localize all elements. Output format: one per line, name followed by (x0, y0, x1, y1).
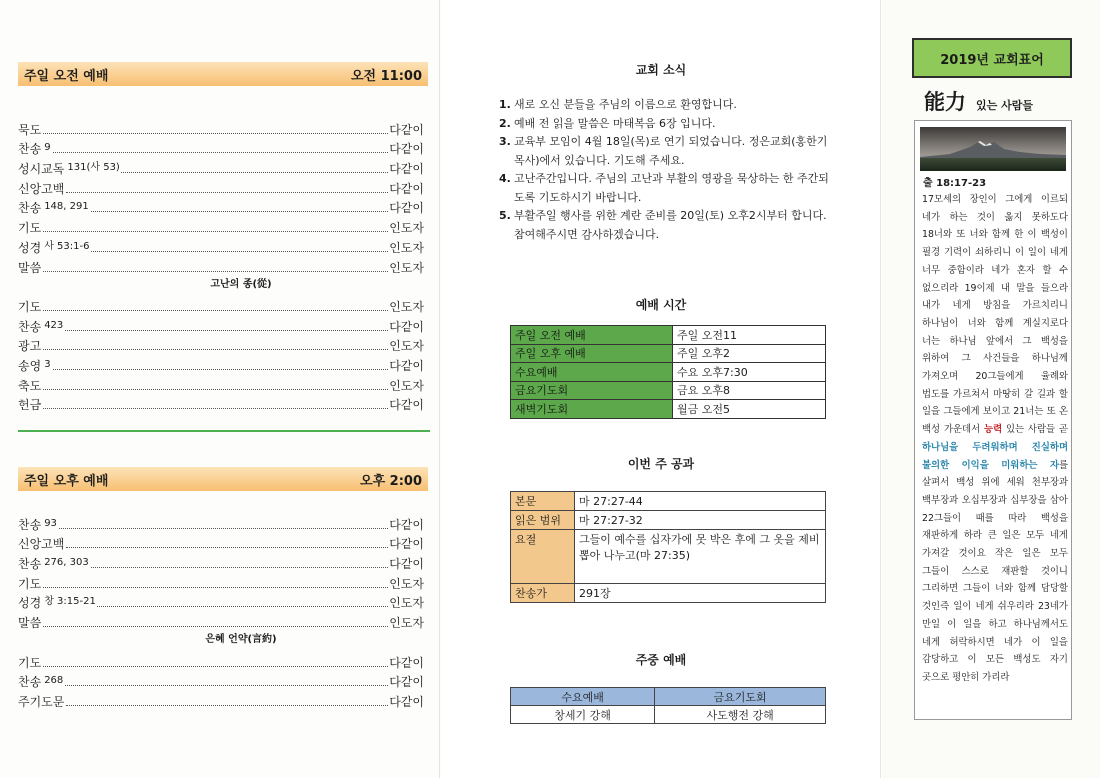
lesson-value: 291장 (575, 584, 826, 603)
dotted-leader (43, 399, 388, 409)
lesson-value: 그들이 예수를 십자가에 못 박은 후에 그 옷을 제비 뽑아 나누고(마 27:35) (575, 530, 826, 584)
dotted-leader (43, 676, 388, 686)
order-role: 인도자 (389, 260, 424, 275)
order-row (18, 670, 424, 690)
dotted-leader (43, 340, 388, 350)
worship-time-row (511, 363, 826, 382)
mountain-landscape-image (920, 127, 1066, 171)
verse-highlight-blue: 하나님을 두려워하며 진실하며 불의한 이익을 미워하는 자 (922, 441, 1068, 471)
order-row (18, 176, 424, 196)
news-text: 부활주일 행사를 위한 계란 준비를 20일(토) 오후2시부터 합니다. 참여해주시면 감사하겠습니다. (514, 209, 827, 241)
dotted-leader (66, 183, 388, 193)
worship-times-table (510, 325, 826, 419)
order-role: 다같이 (389, 162, 424, 177)
order-note: 268 (44, 675, 64, 687)
order-role: 다같이 (389, 675, 424, 690)
order-row (18, 551, 424, 571)
midweek-value-friday: 사도행전 강해 (655, 706, 826, 724)
order-role: 다같이 (389, 398, 424, 413)
order-row (18, 532, 424, 552)
verse-reference: 출 18:17-23 (923, 178, 987, 189)
order-item: 주기도문 (18, 694, 65, 709)
order-item: 송영 (18, 358, 42, 373)
lesson-value: 마 27:27-32 (575, 511, 826, 530)
dotted-leader (43, 558, 388, 568)
evening-service-header (18, 467, 428, 491)
news-number: 1. (499, 98, 511, 111)
order-role: 다같이 (389, 181, 424, 196)
news-number: 3. (499, 135, 511, 148)
dotted-leader (66, 538, 388, 548)
order-role: 인도자 (389, 221, 424, 236)
dotted-leader (43, 380, 388, 390)
order-item: 찬송 (18, 517, 42, 532)
order-row (18, 196, 424, 216)
order-row (18, 353, 424, 373)
order-note: 3 (44, 358, 51, 370)
order-item: 성시교독 (18, 162, 65, 177)
order-row (18, 314, 424, 334)
order-note: 93 (44, 517, 57, 529)
worship-time-row (511, 400, 826, 419)
verse-highlight-red: 능력 (984, 424, 1003, 436)
dotted-leader (43, 202, 388, 212)
verse-text (922, 191, 1068, 687)
news-text: 예배 전 읽을 말씀은 마태복음 6장 입니다. (514, 116, 716, 130)
motto-box: 2019년 교회표어 (912, 38, 1072, 78)
midweek-table (510, 687, 826, 724)
lesson-value: 마 27:27-44 (575, 492, 826, 511)
verse-text-part: 17모세의 장인이 그에게 이르되 네가 하는 것이 옳지 못하도다 18너와 또 너와 함께 한 이 백성이 필경 기력이 쇠하리니 이 일이 네게 너무 중함이라 네가 혼자 할 수 없으리라 19이제 내 말을 들으라 내가 네게 방침을 가르치리니 하나님이 너와 함께 계실지로다 너는 하나님 앞에서 그 백성을 위하여 그 사건들을 하나님께 가져오며 20그들에게 율례와 법도를 가르쳐서 마땅히 갈 길과 할 일을 그들에게 보이고 21너는 또 온 백성 가운데서 (922, 194, 1068, 436)
order-note: 9 (44, 142, 51, 154)
dotted-leader (43, 242, 388, 252)
motto-word: 能力 (924, 89, 966, 114)
morning-service-time: 오전 11:00 (350, 68, 422, 84)
order-item: 찬송 (18, 201, 42, 216)
news-list (499, 96, 839, 244)
order-row (18, 156, 424, 176)
lesson-row (511, 511, 826, 530)
dotted-leader (43, 360, 388, 370)
order-item: 말씀 (18, 616, 42, 631)
worship-time: 금요 오후8 (673, 381, 826, 400)
order-row (18, 650, 424, 670)
order-row (18, 591, 424, 611)
lesson-row (511, 584, 826, 603)
order-row (18, 512, 424, 532)
order-role: 다같이 (389, 517, 424, 532)
order-role: 인도자 (389, 299, 424, 314)
order-item: 성경 (18, 240, 42, 255)
order-item: 찬송 (18, 319, 42, 334)
sermon-title: 은혜 언약(言約) (205, 634, 277, 646)
worship-time-row (511, 344, 826, 363)
order-role: 다같이 (389, 319, 424, 334)
worship-name: 새벽기도회 (511, 400, 673, 419)
news-number: 4. (499, 172, 511, 185)
order-row (18, 610, 424, 630)
order-item: 말씀 (18, 260, 42, 275)
order-row (18, 294, 424, 314)
midweek-title: 주중 예배 (635, 653, 687, 667)
order-row (18, 689, 424, 709)
dotted-leader (43, 301, 388, 311)
worship-name: 주일 오전 예배 (511, 326, 673, 345)
evening-order-list (18, 512, 424, 709)
motto-line (924, 86, 1033, 116)
order-item: 기도 (18, 576, 42, 591)
order-role: 다같이 (389, 694, 424, 709)
order-role: 다같이 (389, 142, 424, 157)
news-item (499, 115, 839, 134)
lesson-label: 본문 (511, 492, 575, 511)
worship-time: 주일 오전11 (673, 326, 826, 345)
news-item (499, 133, 839, 170)
midweek-value-wednesday: 창세기 강해 (511, 706, 655, 724)
order-item: 기도 (18, 299, 42, 314)
news-item (499, 96, 839, 115)
order-note: 사 53:1-6 (44, 240, 90, 252)
dotted-leader (43, 578, 388, 588)
morning-order-list (18, 117, 424, 412)
dotted-leader (43, 321, 388, 331)
dotted-leader (43, 124, 388, 134)
worship-time: 주일 오후2 (673, 344, 826, 363)
order-role: 다같이 (389, 557, 424, 572)
lesson-label: 찬송가 (511, 584, 575, 603)
dotted-leader (43, 597, 388, 607)
dotted-leader (43, 519, 388, 529)
order-note: 창 3:15-21 (44, 596, 96, 608)
verse-box (914, 120, 1072, 720)
evening-service-time: 오후 2:00 (360, 473, 422, 489)
order-item: 묵도 (18, 122, 42, 137)
section-divider (18, 430, 430, 432)
dotted-leader (66, 163, 388, 173)
order-row (18, 215, 424, 235)
evening-service-title: 주일 오후 예배 (24, 473, 109, 489)
worship-time: 월금 오전5 (673, 400, 826, 419)
order-role: 다같이 (389, 201, 424, 216)
order-row (18, 117, 424, 137)
order-role: 인도자 (389, 240, 424, 255)
order-item: 신앙고백 (18, 181, 65, 196)
order-note: 131(사 53) (67, 162, 120, 174)
midweek-header-wednesday: 수요예배 (511, 688, 655, 706)
order-note: 423 (44, 319, 64, 331)
news-title: 교회 소식 (635, 63, 687, 77)
order-note: 148, 291 (44, 201, 89, 213)
order-role: 인도자 (389, 378, 424, 393)
dotted-leader (66, 696, 388, 706)
order-note: 276, 303 (44, 557, 89, 569)
order-row (18, 235, 424, 255)
dotted-leader (43, 617, 388, 627)
news-text: 교육부 모임이 4월 18일(목)로 연기 되었습니다. 정은교회(홍한기 목사)에서 있습니다. 기도해 주세요. (514, 135, 828, 167)
verse-text-part: 를 살펴서 백성 위에 세워 천부장과 백부장과 오십부장과 십부장을 삼아 22그들이 때를 따라 백성을 재판하게 하라 큰 일은 모두 네게 가져갈 것이요 작은 일은 모두 그들이 스스로 재판할 것이니 그리하면 그들이 너와 함께 담당할 것인즉 일이 네게 쉬우리라 23네가 만일 이 일을 하고 하나님께서도 네게 허락하시면 네가 이 일을 감당하고 이 모든 백성도 자기 곳으로 평안히 가리라 (922, 459, 1068, 683)
news-item (499, 170, 839, 207)
sermon-title: 고난의 종(從) (210, 278, 272, 290)
worship-name: 수요예배 (511, 363, 673, 382)
lesson-table (510, 491, 826, 603)
news-item (499, 207, 839, 244)
order-item: 기도 (18, 655, 42, 670)
lesson-row (511, 530, 826, 584)
motto-subtitle: 있는 사람들 (976, 99, 1033, 112)
dotted-leader (43, 657, 388, 667)
order-role: 다같이 (389, 537, 424, 552)
order-row (18, 373, 424, 393)
order-role: 인도자 (389, 339, 424, 354)
midweek-header-friday: 금요기도회 (655, 688, 826, 706)
left-panel (0, 0, 440, 778)
order-row (18, 334, 424, 354)
news-number: 5. (499, 209, 511, 222)
dotted-leader (43, 262, 388, 272)
dotted-leader (43, 222, 388, 232)
lesson-title: 이번 주 공과 (627, 457, 695, 471)
worship-time-row (511, 326, 826, 345)
lesson-label: 요절 (511, 530, 575, 584)
worship-times-title: 예배 시간 (635, 298, 687, 312)
order-item: 헌금 (18, 398, 42, 413)
worship-time: 수요 오후7:30 (673, 363, 826, 382)
order-item: 성경 (18, 596, 42, 611)
morning-service-title: 주일 오전 예배 (24, 68, 109, 84)
news-text: 고난주간입니다. 주님의 고난과 부활의 영광을 묵상하는 한 주간되도록 기도하시기 바랍니다. (514, 172, 829, 204)
news-number: 2. (499, 116, 511, 130)
order-item: 기도 (18, 221, 42, 236)
worship-name: 금요기도회 (511, 381, 673, 400)
order-item: 찬송 (18, 142, 42, 157)
order-role: 다같이 (389, 122, 424, 137)
order-row (18, 571, 424, 591)
order-item: 찬송 (18, 557, 42, 572)
worship-name: 주일 오후 예배 (511, 344, 673, 363)
order-role: 다같이 (389, 358, 424, 373)
right-panel (882, 0, 1100, 778)
order-row (18, 255, 424, 275)
order-item: 광고 (18, 339, 42, 354)
order-role: 다같이 (389, 655, 424, 670)
dotted-leader (43, 143, 388, 153)
order-row (18, 393, 424, 413)
order-role: 인도자 (389, 596, 424, 611)
order-item: 축도 (18, 378, 42, 393)
order-role: 인도자 (389, 576, 424, 591)
order-row (18, 137, 424, 157)
order-item: 찬송 (18, 675, 42, 690)
order-role: 인도자 (389, 616, 424, 631)
lesson-row (511, 492, 826, 511)
verse-text-part: 있는 사람들 곧 (1002, 424, 1068, 436)
morning-service-header (18, 62, 428, 86)
lesson-label: 읽은 범위 (511, 511, 575, 530)
order-item: 신앙고백 (18, 537, 65, 552)
worship-time-row (511, 381, 826, 400)
news-text: 새로 오신 분들을 주님의 이름으로 환영합니다. (514, 98, 737, 111)
